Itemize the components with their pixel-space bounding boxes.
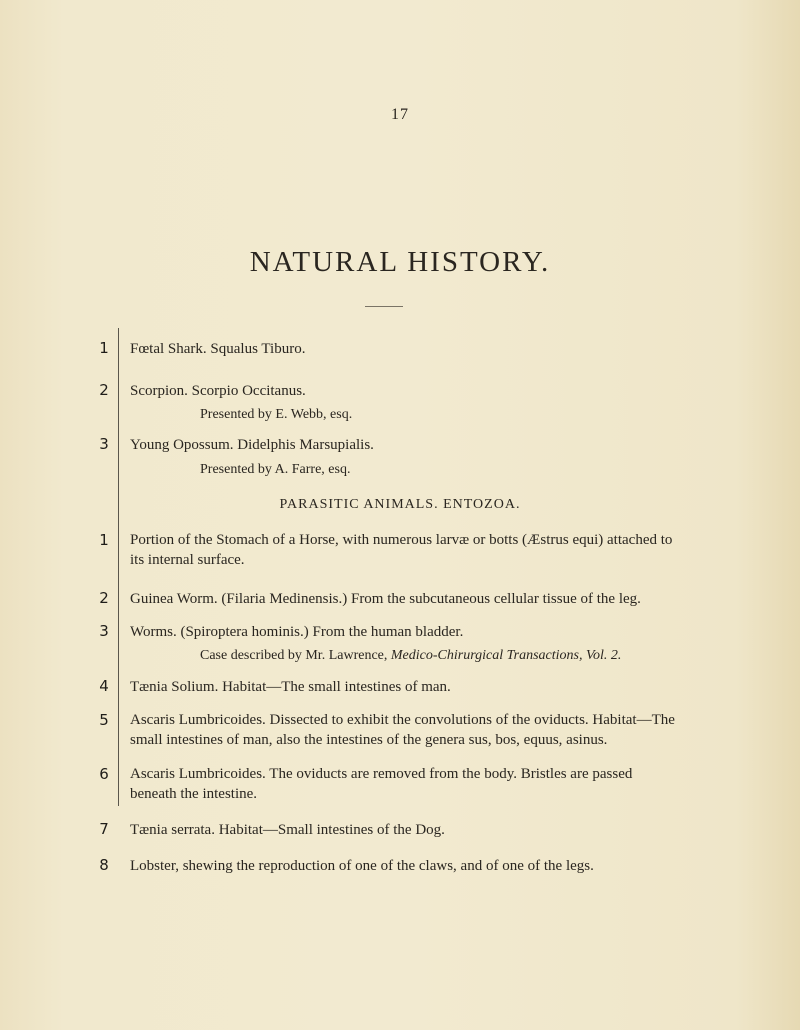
title-rule [365,306,403,307]
section-heading: PARASITIC ANIMALS. ENTOZOA. [279,497,521,512]
reference-prefix: Case described by Mr. Lawrence, [200,648,391,663]
entry-number: 1 [99,531,109,549]
entry-text: Lobster, shewing the reproduction of one of the claws, and of one of the legs. [130,858,594,874]
entry-number: 1 [99,339,109,357]
margin-line [118,328,119,806]
entry-text: Portion of the Stomach of a Horse, with numerous larvæ or botts (Æstrus equi) attached to its internal surface. [130,532,673,568]
entry-number: 5 [99,711,109,729]
page-title: NATURAL HISTORY. [249,246,551,278]
entry-donor: Presented by A. Farre, esq. [200,462,351,477]
entry-donor: Presented by E. Webb, esq. [200,407,353,422]
entry-text: Tænia serrata. Habitat—Small intestines of the Dog. [130,822,445,838]
entry-text: Tænia Solium. Habitat—The small intestines of man. [130,679,451,695]
entry-number: 3 [99,435,109,453]
entry-number: 3 [99,622,109,640]
entry-number: 7 [99,820,109,838]
entry-text: Ascaris Lumbricoides. Dissected to exhibit the convolutions of the oviducts. Habitat—The small intestines of man, also the intestines of the genera sus, bos, equus, asinus. [130,712,675,748]
entry-text: Young Opossum. Didelphis Marsupialis. [130,437,374,453]
entry-text: Fœtal Shark. Squalus Tiburo. [130,341,306,357]
entry-number: 8 [99,856,109,874]
entry-text: Scorpion. Scorpio Occitanus. [130,383,306,399]
entry-number: 4 [99,677,109,695]
entry-text: Ascaris Lumbricoides. The oviducts are removed from the body. Bristles are passed beneath the intestine. [130,766,633,802]
reference-journal: Medico-Chirurgical Transactions, Vol. 2. [390,648,622,663]
entry-number: 2 [99,381,109,399]
page-number: 17 [391,106,409,123]
entry-text: Worms. (Spiroptera hominis.) From the human bladder. [130,624,464,640]
entry-number: 2 [99,589,109,607]
entry-text: Guinea Worm. (Filaria Medinensis.) From the subcutaneous cellular tissue of the leg. [130,591,641,607]
entry-reference [200,648,621,664]
entry-number: 6 [99,765,109,783]
